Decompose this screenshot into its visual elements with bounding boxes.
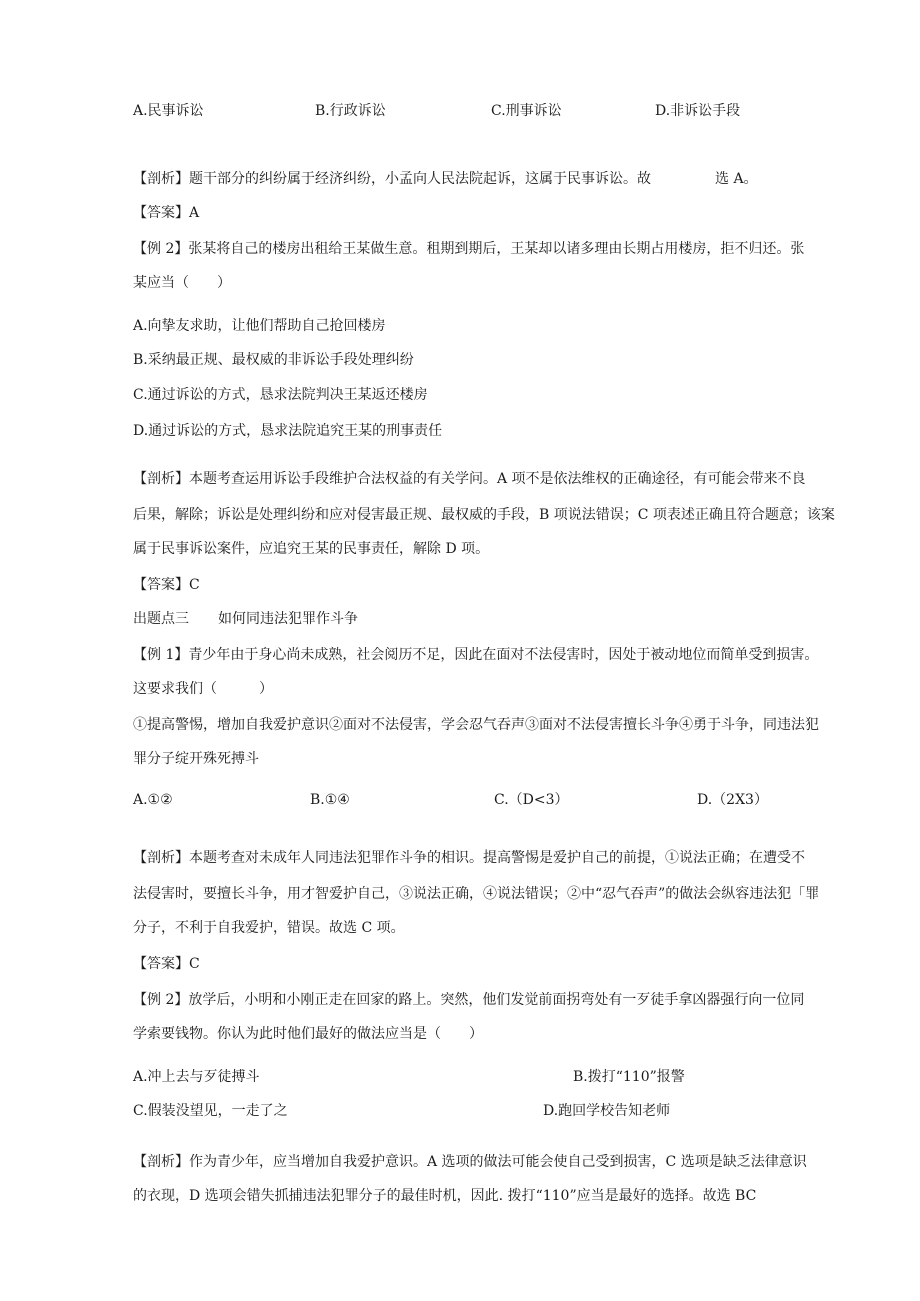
q2-choices-line1: ①提高警惕，增加自我爱护意识②面对不法侵害，学会忍气吞声③面对不法侵害擅长斗争④勇于斗争，同违法犯 — [133, 717, 819, 733]
q0-option-d: D.非诉讼手段 — [655, 103, 741, 119]
q1-analysis-line1: 【剖析】本题考查运用诉讼手段维护合法权益的有关学问。A 项不是依法维权的正确途径，有可能会带来不良 — [133, 471, 806, 487]
q0-option-c: C.刑事诉讼 — [491, 103, 562, 119]
q1-option-b: B.采纳最正规、最权威的非诉讼手段处理纠纷 — [133, 352, 414, 368]
q3-stem-line1: 【例 2】放学后，小明和小刚正走在回家的路上。突然，他们发觉前面拐弯处有一歹徒手拿凶器强行向一位同 — [133, 992, 805, 1008]
q1-stem-line2: 某应当（ ） — [133, 275, 231, 291]
q0-analysis: 【剖析】题干部分的纠纷属于经济纠纷，小孟向人民法院起诉，这属于民事诉讼。故 — [133, 171, 651, 187]
q2-option-c: C.（D<3） — [494, 792, 569, 808]
q2-stem-line1: 【例 1】青少年由于身心尚未成熟，社会阅历不足，因此在面对不法侵害时，因处于被动地位而简单受到损害。 — [133, 647, 819, 663]
q1-option-a: A.向挚友求助，让他们帮助自己抢回楼房 — [133, 318, 386, 334]
q2-analysis-line2: 法侵害时，要擅长斗争，用才智爱护自己，③说法正确，④说法错误；②中“忍气吞声”的做法会纵容违法犯「罪 — [133, 886, 820, 902]
q2-stem-line2: 这要求我们（ ） — [133, 681, 273, 697]
q1-option-d: D.通过诉讼的方式，恳求法院追究王某的刑事责任 — [133, 423, 443, 439]
q0-analysis-tail: 选 A。 — [715, 171, 758, 187]
q0-option-b: B.行政诉讼 — [315, 103, 386, 119]
q3-analysis-line1: 【剖析】作为青少年，应当增加自我爱护意识。A 选项的做法可能会使自己受到损害，C 选项是缺乏法律意识 — [133, 1154, 807, 1170]
q0-option-a: A.民事诉讼 — [133, 103, 204, 119]
q3-stem-line2: 学索要钱物。你认为此时他们最好的做法应当是（ ） — [133, 1026, 483, 1042]
q1-analysis-line2: 后果，解除；诉讼是处理纠纷和应对侵害最正规、最权威的手段，B 项说法错误；C 项表述正确且符合题意；该案 — [133, 507, 835, 523]
q3-option-c: C.假装没望见，一走了之 — [133, 1103, 288, 1119]
q2-option-a: A.①② — [133, 792, 173, 808]
q2-analysis-line1: 【剖析】本题考查对未成年人同违法犯罪作斗争的相识。提高警惕是爱护自己的前提，①说法正确；在遭受不 — [133, 850, 805, 866]
q1-stem-line1: 【例 2】张某将自己的楼房出租给王某做生意。租期到期后，王某却以诸多理由长期占用楼房，拒不归还。张 — [133, 241, 805, 257]
q3-option-b: B.拨打“110”报警 — [573, 1069, 685, 1085]
q2-analysis-line3: 分子，不利于自我爱护，错误。故选 C 项。 — [133, 920, 405, 936]
q2-option-b: B.①④ — [310, 792, 350, 808]
section3-title: 如何同违法犯罪作斗争 — [218, 611, 358, 627]
q1-answer: 【答案】C — [133, 577, 200, 593]
q2-option-d: D.（2X3） — [697, 792, 768, 808]
q1-analysis-line3: 属于民事诉讼案件，应追究王某的民事责任，解除 D 项。 — [133, 541, 490, 557]
section3-label: 出题点三 — [133, 611, 189, 627]
q2-answer: 【答案】C — [133, 956, 200, 972]
q2-choices-line2: 罪分子绽开殊死搏斗 — [133, 751, 259, 767]
q3-analysis-line2: 的衣现，D 选项会错失抓捕违法犯罪分子的最佳时机，因此. 拨打“110”应当是最好的选择。故选 BC — [133, 1188, 757, 1204]
q3-option-a: A.冲上去与歹徒搏斗 — [133, 1069, 260, 1085]
q3-option-d: D.跑回学校告知老师 — [543, 1103, 671, 1119]
q0-answer: 【答案】A — [133, 205, 200, 221]
q1-option-c: C.通过诉讼的方式，恳求法院判决王某返还楼房 — [133, 387, 428, 403]
